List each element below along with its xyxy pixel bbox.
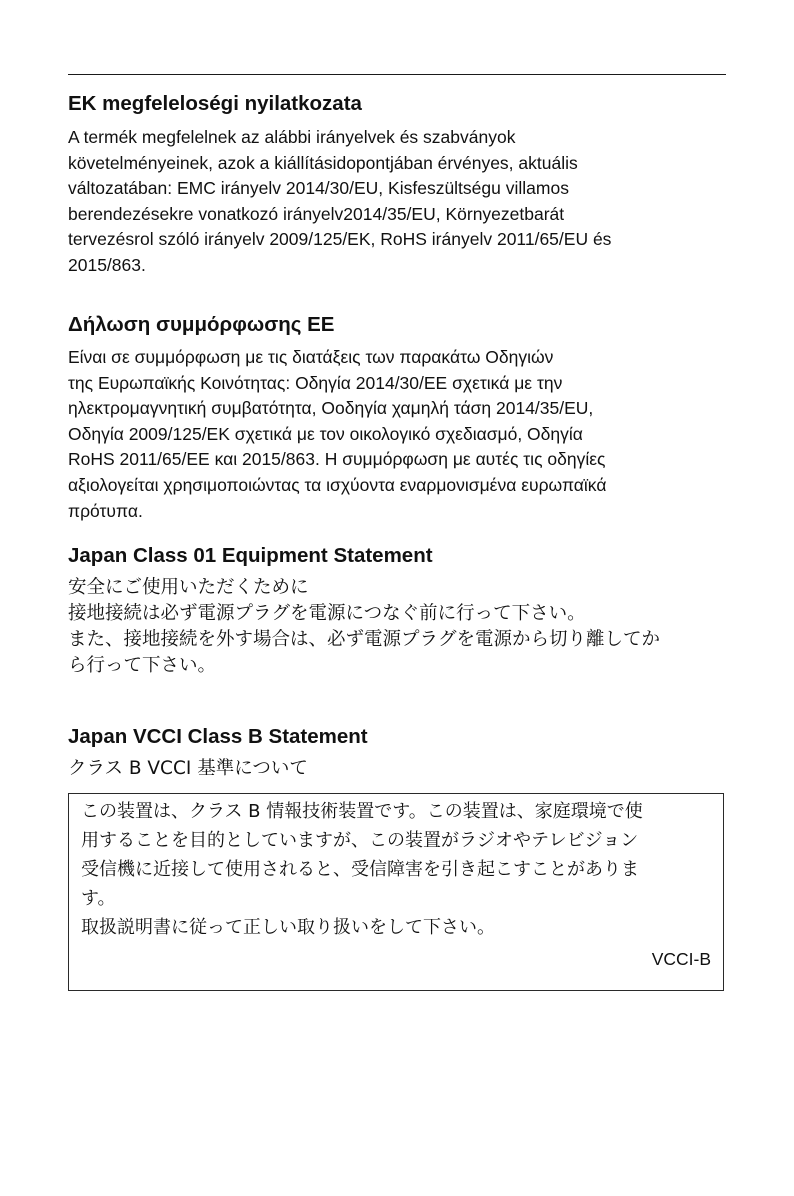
ee-line: Οδηγία 2009/125/ΕΚ σχετικά με τον οικολογικό σχεδιασμό, Οδηγία bbox=[68, 423, 583, 444]
ek-body bbox=[68, 125, 611, 279]
japan-class01-body bbox=[68, 575, 660, 679]
vcci-box-line: す。 bbox=[81, 888, 116, 909]
ee-conformity-section bbox=[68, 312, 606, 524]
vcci-class-code: VCCI-B bbox=[651, 949, 711, 969]
ee-line: της Ευρωπαϊκής Κοινότητας: Οδηγία 2014/30/ΕΕ σχετικά με την bbox=[68, 372, 563, 393]
japan-class01-section bbox=[68, 543, 660, 679]
vcci-box-line: 用することを目的としていますが、この装置がラジオやテレビジョン bbox=[81, 830, 639, 851]
japan-class01-line: 安全にご使用いただくために bbox=[68, 577, 309, 598]
japan-vcci-section bbox=[68, 724, 368, 782]
japan-class01-line: また、接地接続を外す場合は、必ず電源プラグを電源から切り離してか bbox=[68, 629, 661, 650]
japan-vcci-subtitle: クラス B VCCI 基準について bbox=[68, 758, 308, 779]
ek-conformity-section bbox=[68, 91, 611, 279]
top-divider bbox=[68, 74, 726, 75]
ek-line: követelményeinek, azok a kiállításidopontjában érvényes, aktuális bbox=[68, 152, 578, 173]
vcci-box-line: 取扱説明書に従って正しい取り扱いをして下さい。 bbox=[81, 917, 495, 938]
ek-line: A termék megfelelnek az alábbi irányelvek és szabványok bbox=[68, 127, 516, 147]
ee-line: ηλεκτρομαγνητική συμβατότητα, Οοδηγία χαμηλή τάση 2014/35/EU, bbox=[68, 398, 594, 419]
ee-body bbox=[68, 345, 606, 524]
ek-line: változatában: EMC irányelv 2014/30/EU, Kisfeszültségu villamos bbox=[68, 178, 569, 199]
japan-vcci-subtitle-block bbox=[68, 756, 368, 782]
ek-line: berendezésekre vonatkozó irányelv2014/35/EU, Környezetbarát bbox=[68, 203, 565, 224]
vcci-statement-box bbox=[68, 793, 724, 991]
ee-line: πρότυπα. bbox=[68, 500, 143, 521]
japan-class01-line: 接地接続は必ず電源プラグを電源につなぐ前に行って下さい。 bbox=[68, 603, 586, 624]
ee-heading: Δήλωση συμμόρφωσης ΕΕ bbox=[68, 313, 335, 336]
japan-class01-line: ら行って下さい。 bbox=[68, 655, 217, 676]
vcci-box-line: この装置は、クラス B 情報技術装置です。この装置は、家庭環境で使 bbox=[81, 801, 643, 822]
japan-class01-heading: Japan Class 01 Equipment Statement bbox=[68, 544, 433, 567]
ek-heading: EK megfeleloségi nyilatkozata bbox=[68, 92, 362, 115]
ee-line: RoHS 2011/65/ΕΕ και 2015/863. Η συμμόρφωση με αυτές τις οδηγίες bbox=[68, 449, 606, 470]
ee-line: αξιολογείται χρησιμοποιώντας τα ισχύοντα εναρμονισμένα ευρωπαϊκά bbox=[68, 474, 607, 495]
japan-vcci-heading: Japan VCCI Class B Statement bbox=[68, 725, 368, 748]
ek-line: tervezésrol szóló irányelv 2009/125/EK, RoHS irányelv 2011/65/EU és bbox=[68, 229, 612, 250]
ek-line: 2015/863. bbox=[68, 254, 146, 275]
ee-line: Είναι σε συμμόρφωση με τις διατάξεις των παρακάτω Οδηγιών bbox=[68, 347, 554, 367]
vcci-box-line: 受信機に近接して使用されると、受信障害を引き起こすことがありま bbox=[81, 859, 639, 880]
